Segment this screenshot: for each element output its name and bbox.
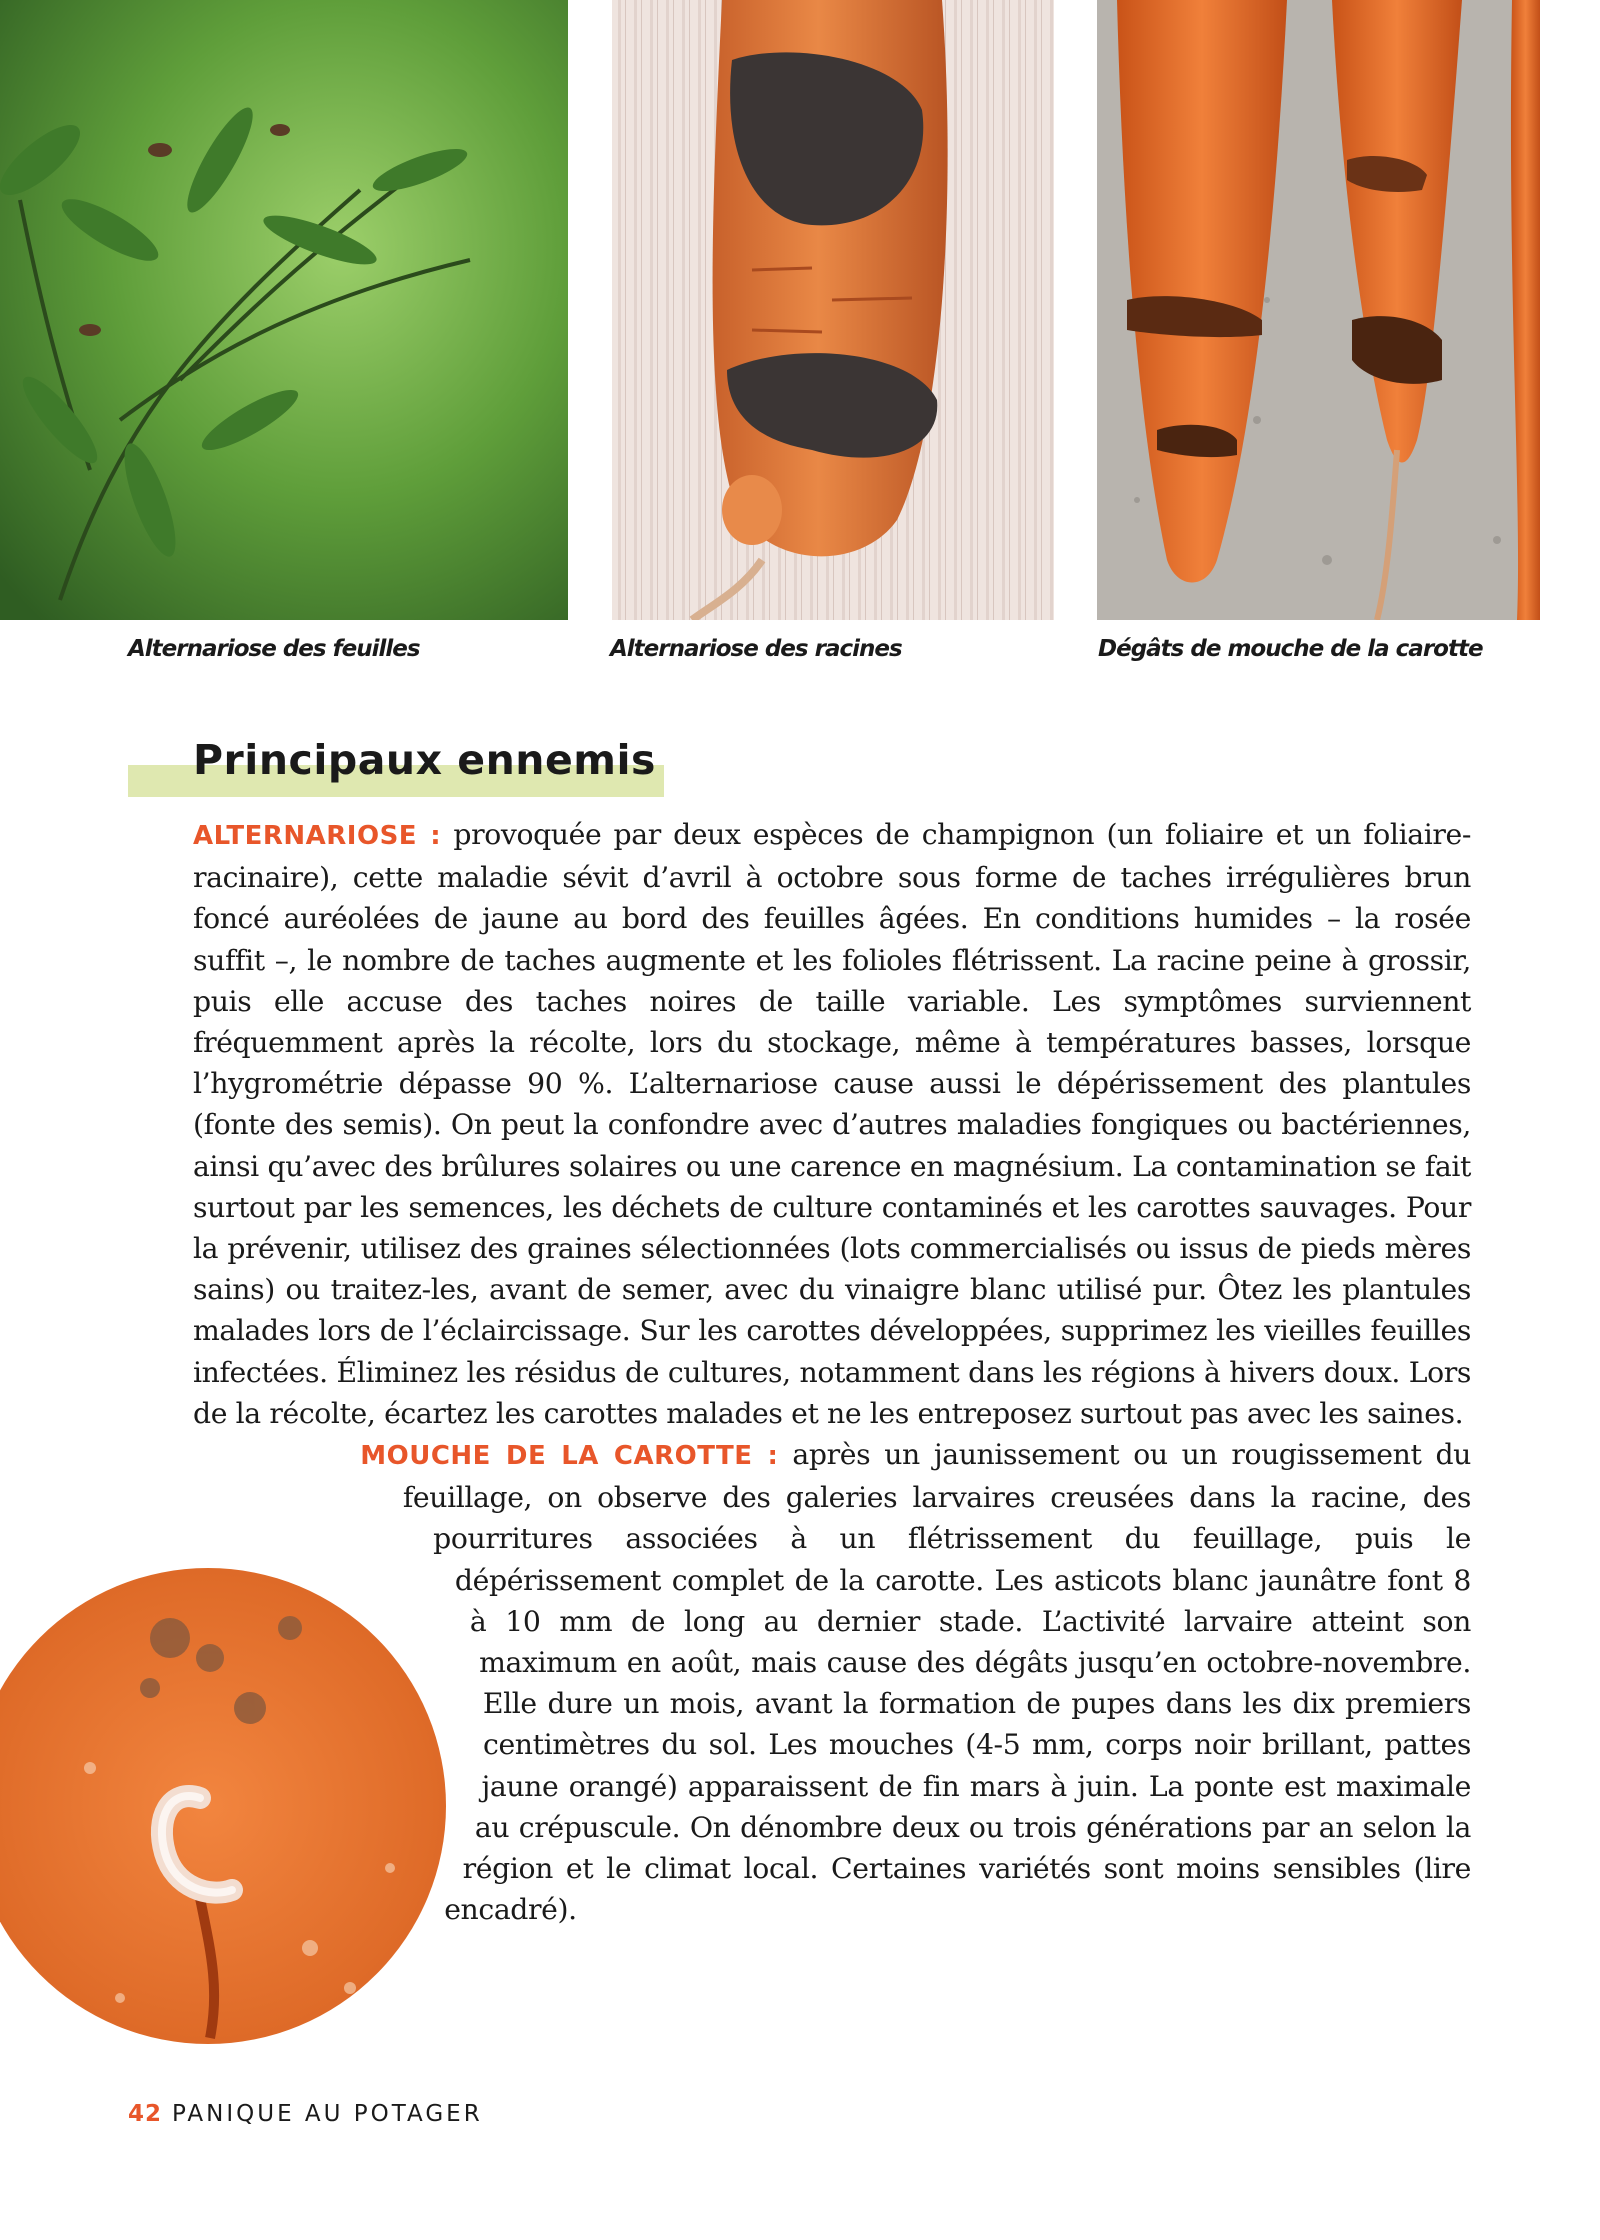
caption-leaves: Alternariose des feuilles xyxy=(128,636,420,662)
book-title: PANIQUE AU POTAGER xyxy=(172,2101,483,2127)
carrot-leaves-photo xyxy=(0,0,568,620)
lead-alternariose: ALTERNARIOSE : xyxy=(193,821,442,851)
diseased-carrot-root-photo xyxy=(612,0,1054,620)
section-heading: Principaux ennemis xyxy=(193,736,656,784)
paragraph-alternariose xyxy=(193,814,1471,1434)
caption-fly: Dégâts de mouche de la carotte xyxy=(1098,636,1483,662)
carrot-fly-damage-photo xyxy=(1097,0,1540,620)
lead-mouche: MOUCHE DE LA CAROTTE : xyxy=(360,1441,779,1472)
caption-roots: Alternariose des racines xyxy=(610,636,902,662)
page-footer xyxy=(128,2101,483,2127)
page-number: 42 xyxy=(128,2101,163,2127)
text-mouche: après un jaunissement ou un rougissement du feuillage, on observe des galeries larvaires creusées dans la racine, des pourritures associées à un flétrissement du feuillage, puis le dépérissement complet de la carotte. Les asticots blanc jaunâtre font 8 à 10 mm de long au dernier stade. L’activité larvaire atteint son maximum en août, mais cause des dégâts jusqu’en octobre-novembre. Elle dure un mois, avant la formation de pupes dans les dix premiers centimètres du sol. Les mouches (4-5 mm, corps noir brillant, pattes jaune orangé) apparaissent de fin mars à juin. La ponte est maximale au crépuscule. On dénombre deux ou trois générations par an selon la région et le climat local. Certaines variétés sont moins sensibles (lire encadré). xyxy=(402,1438,1471,1927)
text-alternariose: provoquée par deux espèces de champignon (un foliaire et un foliaire-racinaire), cette maladie sévit d’avril à octobre sous forme de taches irrégulières brun foncé auréolées de jaune au bord des feuilles âgées. En conditions humides – la rosée suffit –, le nombre de taches augmente et les folioles flétrissent. La racine peine à grossir, puis elle accuse des taches noires de taille variable. Les symptômes surviennent fréquemment après la récolte, lors du stockage, même à températures basses, lorsque l’hygrométrie dépasse 90 %. L’alternariose cause aussi le dépérissement des plantules (fonte des semis). On peut la confondre avec d’autres maladies fongiques ou bactériennes, ainsi qu’avec des brûlures solaires ou une carence en magnésium. La contamination se fait surtout par les semences, les déchets de culture contaminés et les carottes sauvages. Pour la prévenir, utilisez des graines sélectionnées (lots commercialisés ou issus de pieds mères sains) ou traitez-les, avant de semer, avec du vinaigre blanc utilisé pur. Ôtez les plantules malades lors de l’éclaircissage. Sur les carottes développées, supprimez les vieilles feuilles infectées. Éliminez les résidus de cultures, notamment dans les régions à hivers doux. Lors de la récolte, écartez les carottes malades et ne les entreposez surtout pas avec les saines. xyxy=(193,818,1471,1430)
